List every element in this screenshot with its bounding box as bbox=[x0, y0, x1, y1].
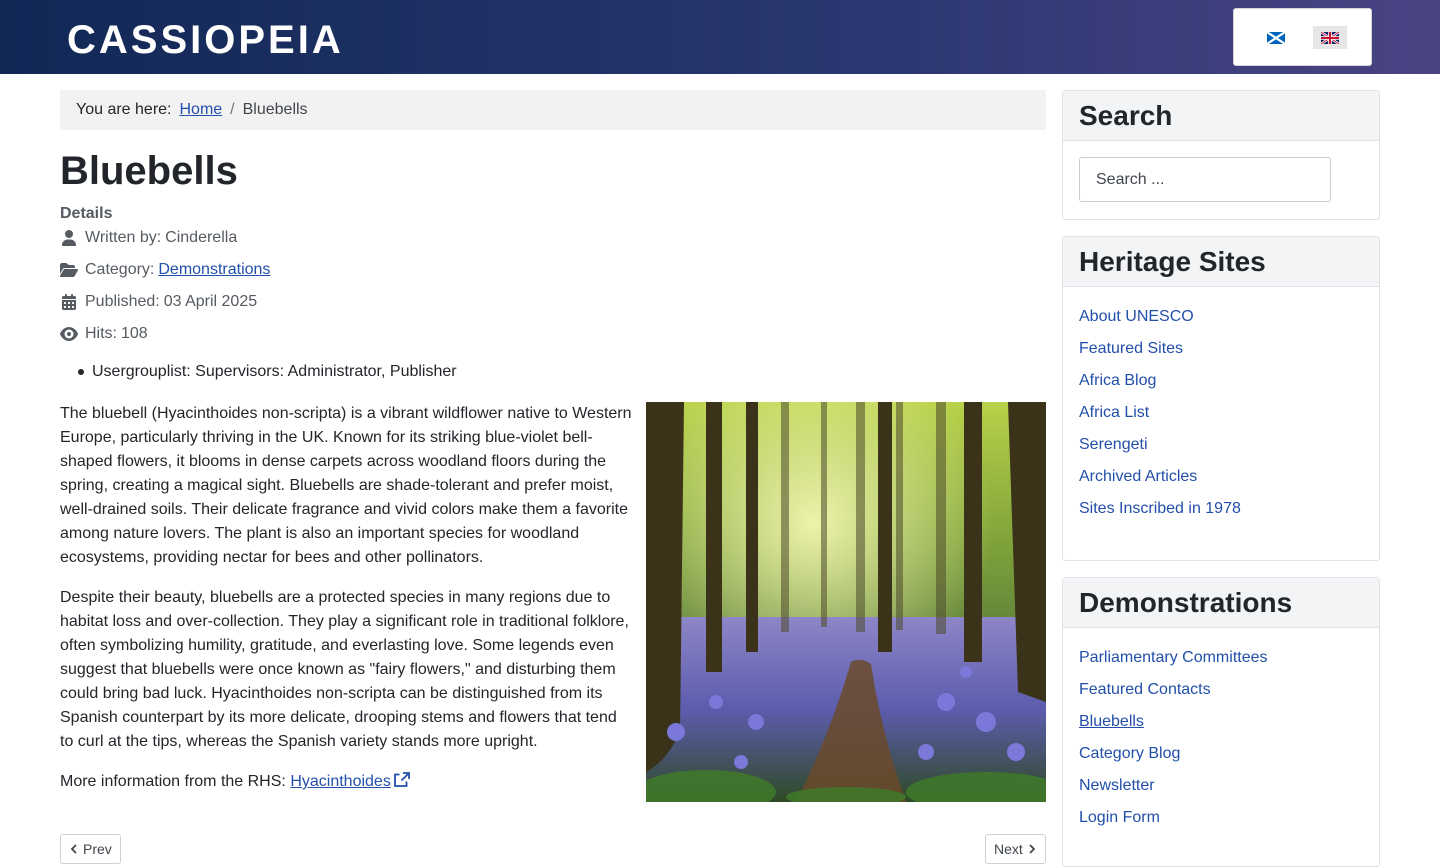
category-link[interactable]: Demonstrations bbox=[158, 261, 271, 278]
user-icon bbox=[60, 230, 78, 246]
menu-link-featured-contacts[interactable]: Featured Contacts bbox=[1079, 681, 1211, 698]
meta-category-label: Category: bbox=[85, 261, 155, 278]
meta-published-label: Published: bbox=[85, 293, 160, 310]
meta-published-value: 03 April 2025 bbox=[163, 293, 258, 310]
folder-open-icon bbox=[60, 262, 78, 278]
breadcrumb-current: Bluebells bbox=[242, 101, 308, 118]
search-input[interactable] bbox=[1079, 157, 1331, 202]
breadcrumb-separator: / bbox=[230, 101, 235, 118]
menu-item bbox=[1079, 397, 1379, 429]
page-title: Bluebells bbox=[60, 149, 238, 193]
chevron-left-icon bbox=[69, 844, 79, 854]
site-header bbox=[0, 0, 1440, 74]
breadcrumb bbox=[60, 90, 1046, 130]
menu-item bbox=[1079, 802, 1379, 834]
bluebell-forest-image bbox=[646, 402, 1046, 802]
menu-link-sites-1978[interactable]: Sites Inscribed in 1978 bbox=[1079, 500, 1241, 517]
meta-hits-label: Hits: bbox=[85, 325, 117, 342]
meta-published bbox=[60, 291, 257, 313]
menu-item bbox=[1079, 301, 1379, 333]
scotland-flag-icon bbox=[1267, 32, 1285, 44]
meta-author-label: Written by: bbox=[85, 229, 162, 246]
heritage-sites-title: Heritage Sites bbox=[1079, 245, 1266, 277]
menu-link-bluebells[interactable]: Bluebells bbox=[1079, 713, 1144, 730]
search-module-header bbox=[1063, 91, 1379, 141]
heritage-sites-menu bbox=[1063, 287, 1379, 525]
menu-item bbox=[1079, 461, 1379, 493]
menu-item bbox=[1079, 365, 1379, 397]
rhs-external-link[interactable] bbox=[290, 773, 410, 790]
menu-item bbox=[1079, 493, 1379, 525]
more-info-label: More information from the RHS: bbox=[60, 773, 286, 790]
meta-author-value: Cinderella bbox=[165, 229, 238, 246]
forest-illustration bbox=[646, 402, 1046, 802]
more-info bbox=[60, 770, 632, 794]
next-label: Next bbox=[994, 841, 1023, 857]
menu-link-category-blog[interactable]: Category Blog bbox=[1079, 745, 1181, 762]
meta-author bbox=[60, 227, 237, 249]
search-module bbox=[1062, 90, 1380, 220]
list-bullet bbox=[78, 369, 84, 375]
demonstrations-header bbox=[1063, 578, 1379, 628]
details-heading: Details bbox=[60, 205, 113, 222]
site-logo[interactable]: CASSIOPEIA bbox=[67, 18, 344, 62]
menu-link-about-unesco[interactable]: About UNESCO bbox=[1079, 308, 1194, 325]
search-module-body bbox=[1063, 141, 1379, 218]
demonstrations-title: Demonstrations bbox=[1079, 586, 1293, 618]
menu-item bbox=[1079, 706, 1379, 738]
heritage-sites-module bbox=[1062, 236, 1380, 561]
language-uk-button[interactable] bbox=[1313, 26, 1347, 49]
menu-item bbox=[1079, 642, 1379, 674]
menu-link-parliamentary-committees[interactable]: Parliamentary Committees bbox=[1079, 649, 1268, 666]
prev-button[interactable] bbox=[60, 834, 121, 864]
menu-link-featured-sites[interactable]: Featured Sites bbox=[1079, 340, 1184, 357]
eye-icon bbox=[60, 326, 78, 342]
external-link-icon bbox=[394, 772, 410, 788]
rhs-link-text: Hyacinthoides bbox=[290, 773, 391, 790]
menu-link-serengeti[interactable]: Serengeti bbox=[1079, 436, 1148, 453]
uk-flag-icon bbox=[1321, 32, 1339, 44]
breadcrumb-home-link[interactable]: Home bbox=[179, 101, 223, 118]
calendar-icon bbox=[60, 294, 78, 310]
next-button[interactable] bbox=[985, 834, 1046, 864]
article-body bbox=[60, 402, 632, 810]
meta-category bbox=[60, 259, 270, 281]
menu-item bbox=[1079, 429, 1379, 461]
search-module-title: Search bbox=[1079, 99, 1173, 131]
language-switcher bbox=[1233, 8, 1372, 66]
article-paragraph-2: Despite their beauty, bluebells are a protected species in many regions due to habitat loss and over-collection. They play a significant role in traditional folklore, often symbolizing humility, gratitude, and everlasting love. Some legends even suggest that bluebells were once known as "fairy flowers," and disturbing them could bring bad luck. Hyacinthoides non-scripta can be distinguished from its Spanish counterpart by its more delicate, drooping stems and flowers that tend to curl at the tips, whereas the Spanish variety stands more upright. bbox=[60, 589, 629, 750]
menu-item bbox=[1079, 738, 1379, 770]
menu-link-newsletter[interactable]: Newsletter bbox=[1079, 777, 1155, 794]
menu-link-africa-blog[interactable]: Africa Blog bbox=[1079, 372, 1157, 389]
usergroup-text: Usergrouplist: Supervisors: Administrator, Publisher bbox=[92, 363, 457, 380]
language-scotland-button[interactable] bbox=[1259, 26, 1293, 49]
menu-item bbox=[1079, 333, 1379, 365]
meta-hits bbox=[60, 323, 148, 345]
menu-link-archived-articles[interactable]: Archived Articles bbox=[1079, 468, 1198, 485]
prev-label: Prev bbox=[83, 841, 112, 857]
article-paragraph-1: The bluebell (Hyacinthoides non-scripta) is a vibrant wildflower native to Western Europe, particularly thriving in the UK. Known for its striking blue-violet bell-shaped flowers, it blooms in dense carpets across woodland floors during the spring, creating a magical sight. Bluebells are shade-tolerant and prefer moist, well-drained soils. Their delicate fragrance and vivid colors make them a favorite among nature lovers. The plant is also an important species for woodland ecosystems, providing nectar for bees and other pollinators. bbox=[60, 405, 632, 566]
breadcrumb-label: You are here: bbox=[76, 101, 172, 118]
chevron-right-icon bbox=[1027, 844, 1037, 854]
menu-link-login-form[interactable]: Login Form bbox=[1079, 809, 1160, 826]
menu-item bbox=[1079, 770, 1379, 802]
demonstrations-menu bbox=[1063, 628, 1379, 834]
demonstrations-module bbox=[1062, 577, 1380, 867]
menu-link-africa-list[interactable]: Africa List bbox=[1079, 404, 1150, 421]
heritage-sites-header bbox=[1063, 237, 1379, 287]
usergroup-list-item bbox=[78, 363, 457, 381]
meta-hits-value: 108 bbox=[121, 325, 148, 342]
menu-item bbox=[1079, 674, 1379, 706]
